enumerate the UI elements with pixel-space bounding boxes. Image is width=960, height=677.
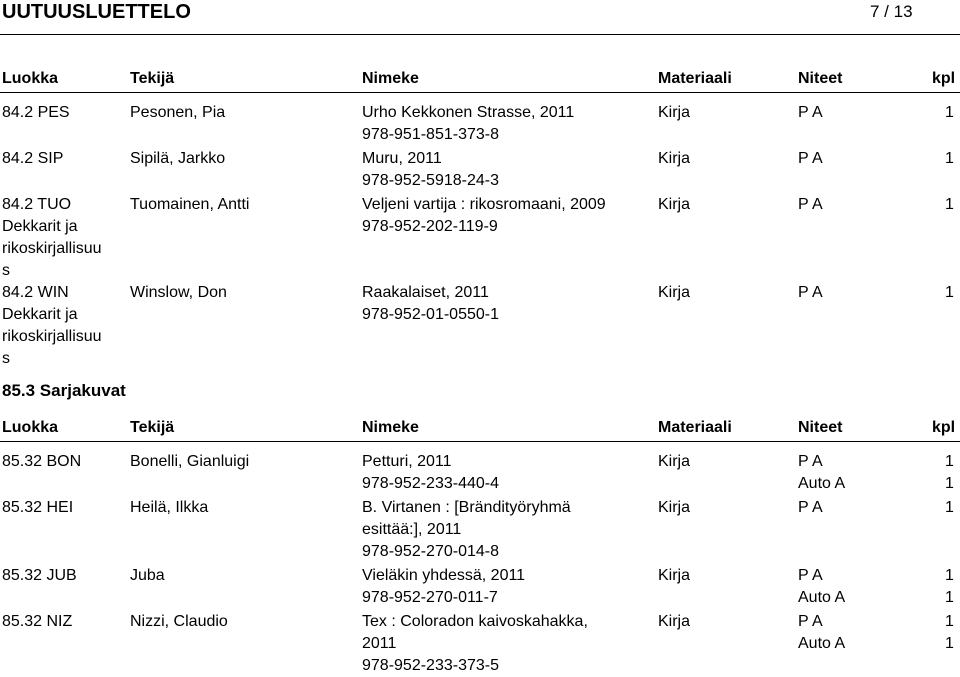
- cell-nimeke: Raakalaiset, 2011 978-952-01-0550-1: [362, 284, 499, 323]
- cell-tekija: Winslow, Don: [130, 284, 227, 301]
- cell-materiaali: Kirja: [658, 284, 691, 301]
- column-header-rule: [0, 92, 960, 93]
- cell-luokka: 85.32 JUB: [2, 567, 77, 584]
- cell-materiaali: Kirja: [658, 567, 691, 584]
- cell-luokka: 84.2 PES: [2, 104, 70, 121]
- cell-kpl: 1: [945, 284, 954, 301]
- column-header-nimeke: Nimeke: [362, 419, 419, 436]
- cell-nimeke: Vieläkin yhdessä, 2011 978-952-270-011-7: [362, 567, 526, 606]
- cell-niteet: P A: [798, 150, 823, 167]
- cell-luokka: 84.2 TUO Dekkarit ja rikoskirjallisuu s: [2, 196, 102, 279]
- cell-materiaali: Kirja: [658, 499, 691, 516]
- cell-materiaali: Kirja: [658, 453, 691, 470]
- cell-materiaali: Kirja: [658, 150, 691, 167]
- column-header-niteet: Niteet: [798, 419, 843, 436]
- cell-materiaali: Kirja: [658, 613, 691, 630]
- cell-luokka: 85.32 HEI: [2, 499, 74, 516]
- column-header-materiaali: Materiaali: [658, 419, 732, 436]
- cell-kpl: 1: [945, 150, 954, 167]
- cell-kpl: 1: [945, 104, 954, 121]
- cell-luokka: 84.2 SIP: [2, 150, 64, 167]
- cell-nimeke: Tex : Coloradon kaivoskahakka, 2011 978-952-233-373-5: [362, 613, 588, 674]
- cell-nimeke: Petturi, 2011 978-952-233-440-4: [362, 453, 499, 492]
- cell-kpl: 1 1: [945, 453, 954, 492]
- cell-tekija: Nizzi, Claudio: [130, 613, 228, 630]
- cell-tekija: Heilä, Ilkka: [130, 499, 209, 516]
- column-header-niteet: Niteet: [798, 70, 843, 87]
- cell-niteet: P A: [798, 104, 823, 121]
- cell-nimeke: Urho Kekkonen Strasse, 2011 978-951-851-373-8: [362, 104, 575, 143]
- cell-materiaali: Kirja: [658, 196, 691, 213]
- cell-tekija: Pesonen, Pia: [130, 104, 226, 121]
- cell-kpl: 1: [945, 196, 954, 213]
- page-title: UUTUUSLUETTELO: [2, 1, 191, 23]
- cell-niteet: P A: [798, 499, 823, 516]
- cell-luokka: 85.32 BON: [2, 453, 82, 470]
- cell-niteet: P A: [798, 284, 823, 301]
- cell-kpl: 1: [945, 499, 954, 516]
- column-header-materiaali: Materiaali: [658, 70, 732, 87]
- cell-luokka: 85.32 NIZ: [2, 613, 73, 630]
- column-header-nimeke: Nimeke: [362, 70, 419, 87]
- cell-nimeke: Muru, 2011 978-952-5918-24-3: [362, 150, 499, 189]
- column-header-kpl: kpl: [932, 419, 956, 436]
- cell-tekija: Juba: [130, 567, 165, 584]
- cell-niteet: P A Auto A: [798, 613, 846, 652]
- cell-kpl: 1 1: [945, 567, 954, 606]
- page-number: 7 / 13: [870, 2, 913, 21]
- cell-niteet: P A: [798, 196, 823, 213]
- cell-kpl: 1 1: [945, 613, 954, 652]
- column-header-tekija: Tekijä: [130, 419, 175, 436]
- cell-niteet: P A Auto A: [798, 567, 846, 606]
- column-header-tekija: Tekijä: [130, 70, 175, 87]
- cell-luokka: 84.2 WIN Dekkarit ja rikoskirjallisuu s: [2, 284, 102, 367]
- column-header-kpl: kpl: [932, 70, 956, 87]
- cell-nimeke: Veljeni vartija : rikosromaani, 2009 978-952-202-119-9: [362, 196, 606, 235]
- cell-nimeke: B. Virtanen : [Brändityöryhmä esittää:], 2011 978-952-270-014-8: [362, 499, 571, 560]
- cell-materiaali: Kirja: [658, 104, 691, 121]
- header-rule: [0, 34, 960, 35]
- cell-niteet: P A Auto A: [798, 453, 846, 492]
- cell-tekija: Sipilä, Jarkko: [130, 150, 226, 167]
- section-title: 85.3 Sarjakuvat: [2, 381, 126, 400]
- column-header-luokka: Luokka: [2, 419, 59, 436]
- cell-tekija: Tuomainen, Antti: [130, 196, 250, 213]
- column-header-rule: [0, 441, 960, 442]
- column-header-luokka: Luokka: [2, 70, 59, 87]
- cell-tekija: Bonelli, Gianluigi: [130, 453, 250, 470]
